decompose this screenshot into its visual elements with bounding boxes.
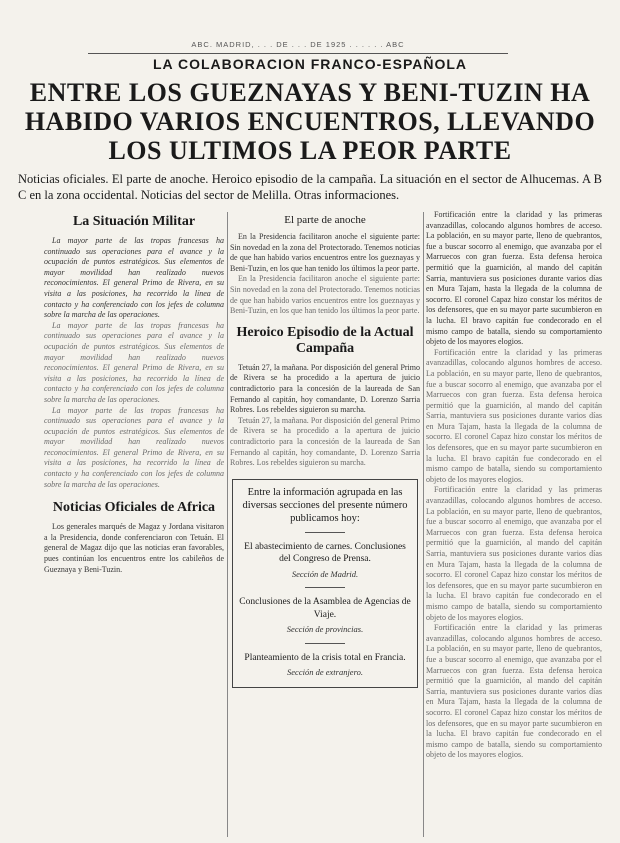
subheadline: Noticias oficiales. El parte de anoche. Heroico episodio de la campaña. La situación en el sector de Alhucemas. A B C en la zona occidental. Noticias del sector de Melilla. Otras informaciones. [18, 172, 602, 202]
contents-box [232, 479, 418, 688]
headline: ENTRE LOS GUEZNAYAS Y BENI-TUZIN HA HABIDO VARIOS ENCUENTROS, LLEVANDO LOS ULTIMOS LA PEOR PARTE [24, 78, 596, 165]
military-situation-title: La Situación Militar [72, 214, 196, 229]
military-situation-body: La mayor parte de las tropas francesas ha continuado sus operaciones para el avance y la ocupación de puntos estratégicos. Sus elementos de mayor movilidad han realizado nuevos reconocimientos. El general Primo de Rivera, en su visita a las posiciones, ha recorrido la línea de contacto y ha conferenciado con los jefes de columna sobre la marcha de las operaciones. [44, 236, 224, 320]
military-situation-body-continued: La mayor parte de las tropas francesas ha continuado sus operaciones para el avance y la ocupación de puntos estratégicos. Sus elementos de mayor movilidad han realizado nuevos reconocimientos. El general Primo de Rivera, en su visita a las posiciones, ha recorrido la línea de contacto y ha conferenciado con los jefes de columna sobre la marcha de las operaciones. [44, 405, 224, 489]
contents-item: Planteamiento de la crisis total en Francia. [244, 652, 406, 663]
contents-separator [305, 643, 345, 644]
continuation-body: Fortificación entre la claridad y las primeras avanzadillas, colocando algunos hombres de acceso. La población, en su mayor parte, lleno de quebrantos, fue a buscar socorro al enemigo, que avanzaba por el Marruecos con gran fuerza. Esta defensa heroica permitió que la guarnición, al mando del capitán Sarria, mantuviera sus posiciones durante varios días en Mura Tajam, hasta la llegada de la columna de socorro. El coronel Capaz hizo constar los méritos de los defensores, que en su mayor parte sucumbieron en la lucha. El bravo capitán fue condecorado en el mismo campo de batalla, siendo su comportamiento objeto de los mayores elogios. [426, 210, 602, 347]
contents-box-intro: Entre la información agrupada en las diversas secciones del presente número publicamos hoy: [242, 486, 408, 524]
continuation-body-continued: Fortificación entre la claridad y las primeras avanzadillas, colocando algunos hombres de acceso. La población, en su mayor parte, lleno de quebrantos, fue a buscar socorro al enemigo, que avanzaba por el Marruecos con gran fuerza. Esta defensa heroica permitió que la guarnición, al mando del capitán Sarria, mantuviera sus posiciones durante varios días en Mura Tajam, hasta la llegada de la columna de socorro. El coronel Capaz hizo constar los méritos de los defensores, que en su mayor parte sucumbieron en la lucha. El bravo capitán fue condecorado en el mismo campo de batalla, siendo su comportamiento objeto de los mayores elogios. [426, 485, 602, 622]
continuation-body-continued: Fortificación entre la claridad y las primeras avanzadillas, colocando algunos hombres de acceso. La población, en su mayor parte, lleno de quebrantos, fue a buscar socorro al enemigo, que avanzaba por el Marruecos con gran fuerza. Esta defensa heroica permitió que la guarnición, al mando del capitán Sarria, mantuviera sus posiciones durante varios días en Mura Tajam, hasta la llegada de la columna de socorro. El coronel Capaz hizo constar los méritos de los defensores, que en su mayor parte sucumbieron en la lucha. El bravo capitán fue condecorado en el mismo campo de batalla, siendo su comportamiento objeto de los mayores elogios. [426, 623, 602, 760]
column-divider [423, 212, 424, 837]
column-divider [227, 212, 228, 837]
contents-item: Conclusiones de la Asamblea de Agencias de Viaje. [239, 597, 411, 620]
contents-separator [305, 587, 345, 588]
official-notices-title: Noticias Oficiales de Africa [52, 500, 216, 516]
masthead: ABC. MADRID, . . . DE . . . DE 1925 . . . . . . ABC [191, 40, 405, 49]
contents-item: El abastecimiento de carnes. Conclusiones del Congreso de Prensa. [244, 541, 406, 565]
contents-item-section: Sección de Madrid. [291, 568, 359, 579]
heroic-episode-title: Heroico Episodio de la Actual Campaña [236, 324, 414, 356]
section-title: LA COLABORACION FRANCO-ESPAÑOLA [152, 56, 468, 72]
military-situation-body-continued: La mayor parte de las tropas francesas ha continuado sus operaciones para el avance y la ocupación de puntos estratégicos. Sus elementos de mayor movilidad han realizado nuevos reconocimientos. El general Primo de Rivera, en su visita a las posiciones, ha recorrido la línea de contacto y ha conferenciado con los jefes de columna sobre la marcha de las operaciones. [44, 320, 224, 404]
column-continuation [426, 210, 602, 830]
continuation-body-continued: Fortificación entre la claridad y las primeras avanzadillas, colocando algunos hombres de acceso. La población, en su mayor parte, lleno de quebrantos, fue a buscar socorro al enemigo, que avanzaba por el Marruecos con gran fuerza. Esta defensa heroica permitió que la guarnición, al mando del capitán Sarria, mantuviera sus posiciones durante varios días en Mura Tajam, hasta la llegada de la columna de socorro. El coronel Capaz hizo constar los méritos de los defensores, que en su mayor parte sucumbieron en la lucha. El bravo capitán fue condecorado en el mismo campo de batalla, siendo su comportamiento objeto de los mayores elogios. [426, 347, 602, 484]
contents-item-section: Sección de provincias. [286, 624, 364, 635]
contents-item-section: Sección de extranjero. [287, 667, 363, 678]
heroic-episode-body-continued: Tetuán 27, la mañana. Por disposición del general Primo de Rivera se ha procedido a la apertura de juicio contradictorio para la concesión de la laureada de San Fernando al capitán, hoy comandante, D. Lorenzo Sarria Robres. Los rebeldes siguieron su marcha. [230, 415, 420, 468]
parte-body: En la Presidencia facilitaron anoche el siguiente parte: Sin novedad en la zona del Protectorado. Tenemos noticias de que han habido varios encuentros entre los gueznayas y Beni-Tuzin, en los que han tenido los últimos la peor parte. [230, 232, 420, 273]
heroic-episode-body: Tetuán 27, la mañana. Por disposición del general Primo de Rivera se ha procedido a la apertura de juicio contradictorio para la concesión de la laureada de San Fernando al capitán, hoy comandante, D. Lorenzo Sarria Robres. Los rebeldes siguieron su marcha. [230, 362, 420, 415]
column-parte [230, 210, 420, 830]
column-military-situation [44, 210, 224, 830]
contents-separator [305, 532, 345, 533]
parte-body-continued: En la Presidencia facilitaron anoche el siguiente parte: Sin novedad en la zona del Protectorado. Tenemos noticias de que han habido varios encuentros entre los gueznayas y Beni-Tuzin, en los que han tenido los últimos la peor parte. [230, 274, 420, 316]
parte-title: El parte de anoche [284, 214, 366, 226]
masthead-rule [88, 53, 508, 54]
official-notices-body: Los generales marqués de Magaz y Jordana visitaron a la Presidencia, donde conferenciaron con Tetuán. El general de Magaz dijo que las noticias eran favorables, pues continúan los encuentros entre los cabileños de Gueznaya y Beni-Tuzin. [44, 522, 224, 574]
